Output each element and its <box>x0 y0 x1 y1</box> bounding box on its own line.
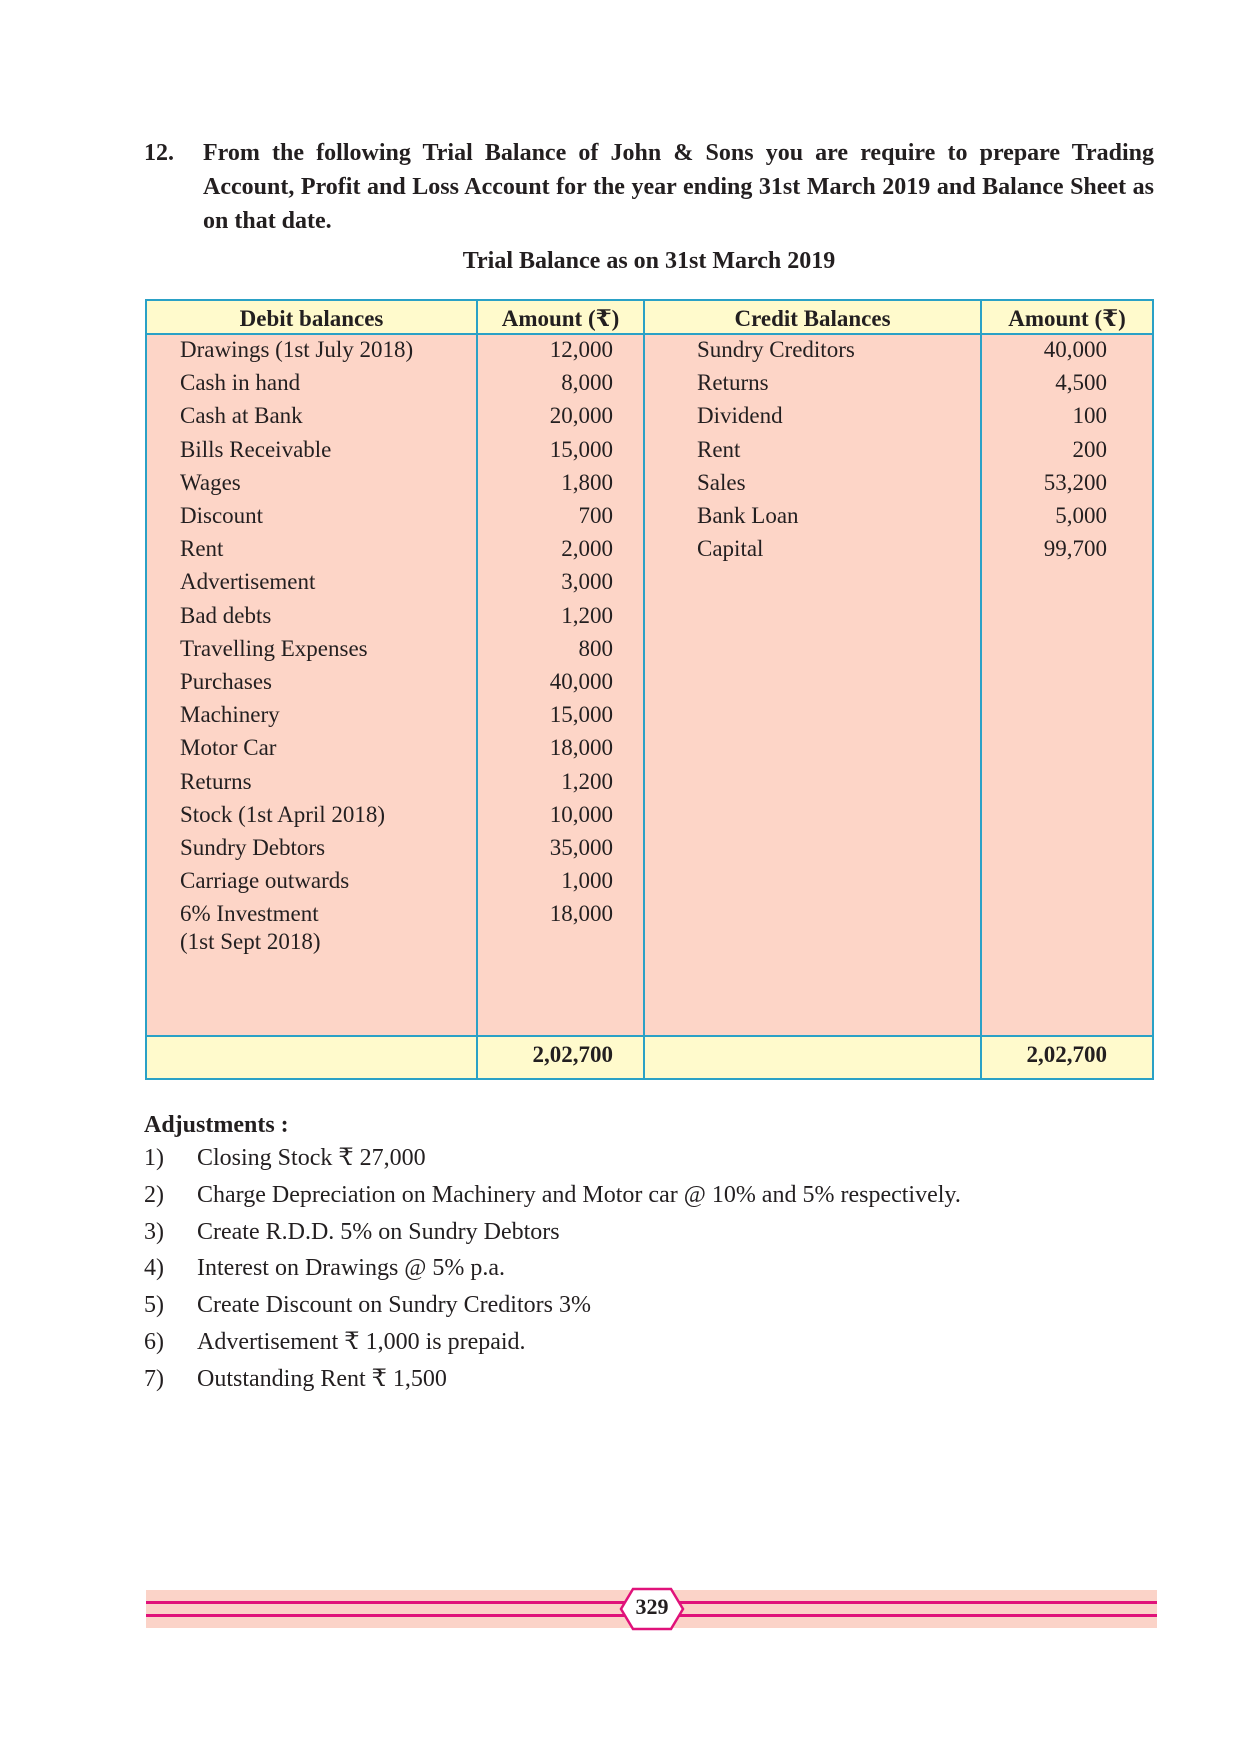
debit-row-label: Bad debts <box>180 602 272 628</box>
debit-row-amount: 1,000 <box>561 868 613 894</box>
page-number-badge <box>619 1585 685 1633</box>
debit-row-label: Drawings (1st July 2018) <box>180 337 414 362</box>
debit-row-amount: 1,200 <box>561 768 613 794</box>
debit-row-label: Purchases <box>180 669 272 694</box>
debit-row-label: Travelling Expenses <box>180 635 368 661</box>
adjustment-number: 2) <box>144 1181 164 1208</box>
credit-row-amount: 99,700 <box>1043 536 1107 562</box>
debit-row-label: Machinery <box>180 702 280 728</box>
credit-row-label: Returns <box>697 370 769 396</box>
adjustment-number: 1) <box>144 1145 164 1171</box>
credit-row-amount: 53,200 <box>1043 469 1107 495</box>
question-number: 12. <box>144 140 174 166</box>
adjustment-text: Charge Depreciation on Machinery and Motor car @ 10% and 5% respectively. <box>197 1181 961 1208</box>
credit-row-label: Rent <box>697 436 741 462</box>
debit-row-label: Rent <box>180 536 224 562</box>
column-divider <box>643 301 645 1078</box>
debit-row-amount: 35,000 <box>549 835 613 860</box>
credit-row-amount: 5,000 <box>1055 503 1107 528</box>
header-credit-amount: Amount (₹) <box>1008 306 1126 331</box>
debit-row-label: Motor Car <box>180 735 277 761</box>
debit-row-amount: 40,000 <box>549 669 613 694</box>
debit-row-amount: 15,000 <box>549 436 613 462</box>
debit-row-label: Sundry Debtors <box>180 835 326 860</box>
credit-row-amount: 200 <box>1072 436 1107 462</box>
debit-row-amount: 3,000 <box>561 569 613 595</box>
adjustment-text: Closing Stock ₹ 27,000 <box>197 1145 426 1171</box>
debit-row-amount: 2,000 <box>561 536 613 562</box>
adjustment-text: Create R.D.D. 5% on Sundry Debtors <box>197 1218 560 1245</box>
question-text: From the following Trial Balance of John & Sons you are require to prepare Trading Account, Profit and Loss Account for the year ending 31st March 2019 and Balance Sheet as on that date. <box>203 140 1154 234</box>
trial-balance-table <box>145 299 1154 1080</box>
adjustment-number: 7) <box>144 1365 164 1392</box>
debit-row-amount: 700 <box>578 503 613 528</box>
adjustment-text: Create Discount on Sundry Creditors 3% <box>197 1292 591 1319</box>
debit-row-label-continued: (1st Sept 2018) <box>180 929 321 955</box>
question <box>144 136 1154 238</box>
credit-row-label: Sales <box>697 469 746 495</box>
debit-row-label: Carriage outwards <box>180 868 350 894</box>
credit-row-label: Bank Loan <box>697 503 799 528</box>
debit-row-label: Returns <box>180 768 252 794</box>
adjustment-text: Advertisement ₹ 1,000 is prepaid. <box>197 1329 526 1355</box>
debit-row-amount: 18,000 <box>549 735 613 761</box>
header-debit-amount: Amount (₹) <box>501 306 620 331</box>
debit-row-amount: 15,000 <box>549 702 613 728</box>
header-debit-balances: Debit balances <box>239 306 384 331</box>
credit-row-amount: 40,000 <box>1043 337 1107 362</box>
debit-row-amount: 12,000 <box>549 337 613 362</box>
debit-row-amount: 20,000 <box>549 403 613 429</box>
debit-row-label: Wages <box>180 469 241 495</box>
adjustment-text: Outstanding Rent ₹ 1,500 <box>197 1365 447 1392</box>
debit-total: 2,02,700 <box>532 1042 613 1067</box>
credit-row-label: Sundry Creditors <box>697 337 855 362</box>
adjustment-text: Interest on Drawings @ 5% p.a. <box>197 1255 506 1282</box>
trial-balance-title: Trial Balance as on 31st March 2019 <box>462 248 836 274</box>
page-number: 329 <box>635 1594 669 1619</box>
debit-row-label: Advertisement <box>180 569 316 595</box>
debit-row-amount: 1,800 <box>561 469 613 495</box>
credit-row-label: Dividend <box>697 403 783 429</box>
header-credit-balances: Credit Balances <box>734 306 891 331</box>
adjustment-number: 3) <box>144 1218 164 1245</box>
credit-row-amount: 4,500 <box>1055 370 1107 396</box>
debit-row-amount: 1,200 <box>561 602 613 628</box>
debit-row-label: Bills Receivable <box>180 436 332 462</box>
total-rule <box>147 1035 1152 1037</box>
debit-row-label: Cash in hand <box>180 370 301 396</box>
adjustment-number: 6) <box>144 1329 164 1355</box>
debit-row-label: Discount <box>180 503 264 528</box>
adjustment-number: 4) <box>144 1255 164 1282</box>
credit-total: 2,02,700 <box>1026 1042 1107 1067</box>
page-footer <box>146 1590 1157 1628</box>
debit-row-amount: 18,000 <box>549 901 613 927</box>
debit-row-label: Stock (1st April 2018) <box>180 801 386 827</box>
debit-row-amount: 10,000 <box>549 801 613 827</box>
adjustment-number: 5) <box>144 1292 164 1319</box>
credit-row-amount: 100 <box>1072 403 1107 429</box>
credit-row-label: Capital <box>697 536 764 562</box>
adjustments-title: Adjustments : <box>144 1112 289 1138</box>
debit-row-label: 6% Investment <box>180 901 319 927</box>
debit-row-label: Cash at Bank <box>180 403 303 429</box>
debit-row-amount: 800 <box>578 635 613 661</box>
debit-row-amount: 8,000 <box>561 370 613 396</box>
